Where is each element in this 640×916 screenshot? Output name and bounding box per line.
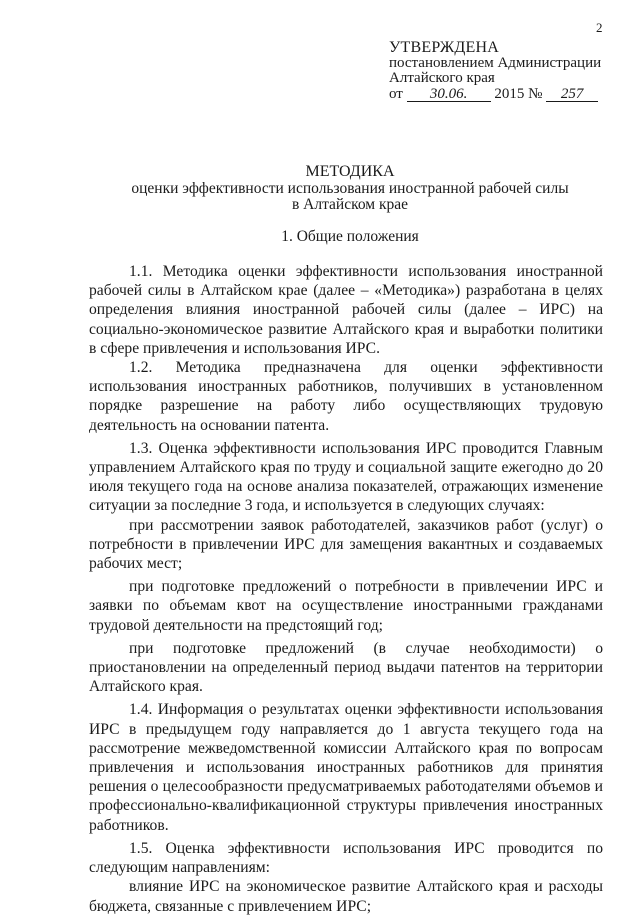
list-item: при подготовке предложений о потребности в привлечении ИРС и заявки по объемам квот на осуществление иностранными гражданами трудовой деятельности на предстоящий год; <box>89 578 603 634</box>
approval-line-1: постановлением Администрации <box>389 54 602 71</box>
document-title: МЕТОДИКА <box>305 163 395 180</box>
list-item: при подготовке предложений (в случае необходимости) о приостановлении на определенный период выдачи патентов на территории Алтайского края. <box>89 639 603 696</box>
approval-from-label: от <box>389 85 403 102</box>
document-subtitle-line-2: в Алтайском крае <box>291 196 409 213</box>
approval-date: 30.06. <box>407 88 491 102</box>
paragraph-1-3: 1.3. Оценка эффективности использования ИРС проводится Главным управлением Алтайского края по труду и социальной защите ежегодно до 20 июля текущего года на основе анализа показателей, отражающих изменение ситуации за последние 3 года, и используется в следующих случаях: <box>89 439 603 515</box>
paragraph-1-1: 1.1. Методика оценки эффективности использования иностранной рабочей силы в Алтайском крае (далее – «Методика») разработана в целях определения влияния иностранной рабочей силы (далее – ИРС) на социально-экономическое развитие Алтайского края и выработки политики в сфере привлечения и использования ИРС. <box>89 263 603 357</box>
approval-line-2: Алтайского края <box>389 70 495 86</box>
paragraph-1-4: 1.4. Информация о результатах оценки эффективности использования ИРС в предыдущем году направляется до 1 августа текущего года на рассмотрение межведомственной комиссии Алтайского края по вопросам привлечения и использования иностранных работников для принятия решения о целесообразности предусматриваемых работодателями объемов и профессионально-квалификационной структуры привлечения иностранных работников. <box>89 701 603 834</box>
paragraph-1-2: 1.2. Методика предназначена для оценки эффективности использования иностранных работников, получивших в установленном порядке разрешение на работу либо осуществляющих трудовую деятельность на основании патента. <box>89 359 603 434</box>
approval-year: 2015 № <box>494 85 543 102</box>
list-item: влияние ИРС на экономическое развитие Алтайского края и расходы бюджета, связанные с привлечением ИРС; <box>89 878 603 915</box>
document-subtitle-line-1: оценки эффективности использования иностранной рабочей силы <box>131 180 569 197</box>
approval-title: УТВЕРЖДЕНА <box>389 39 500 56</box>
list-item: при рассмотрении заявок работодателей, заказчиков работ (услуг) о потребности в привлечении ИРС для замещения вакантных и создаваемых рабочих мест; <box>89 516 603 573</box>
approval-number: 257 <box>546 88 598 102</box>
paragraph-1-5: 1.5. Оценка эффективности использования ИРС проводится по следующим направлениям: <box>89 839 603 877</box>
body-text <box>89 262 603 916</box>
page-number: 2 <box>596 20 603 35</box>
section-title: 1. Общие положения <box>281 228 419 245</box>
approval-date-line <box>389 87 629 103</box>
approval-stamp <box>389 40 629 102</box>
